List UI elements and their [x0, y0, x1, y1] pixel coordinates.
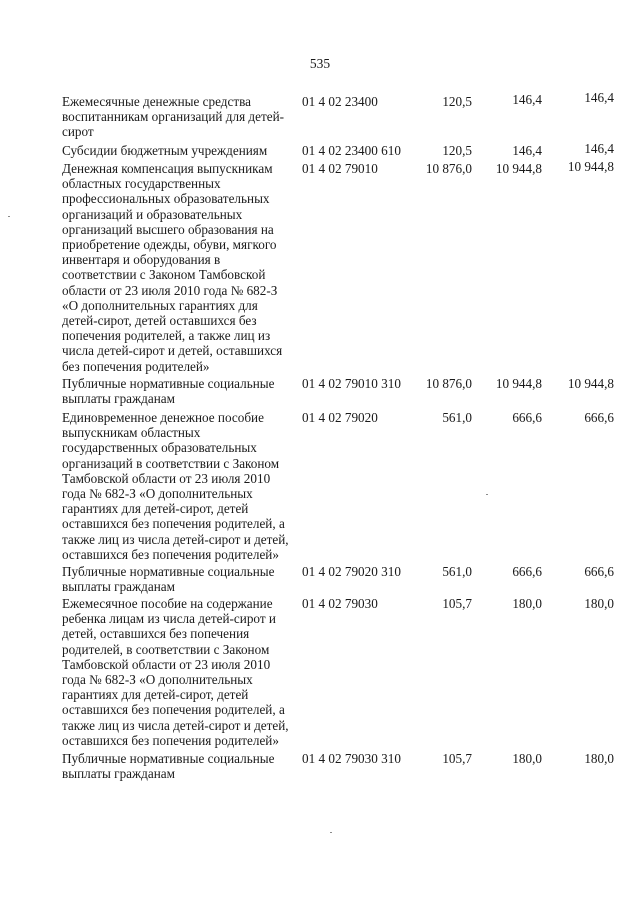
- row-value-3: 180,0: [584, 751, 614, 766]
- row-value-2: 146,4: [512, 143, 542, 158]
- row-code: 01 4 02 79030: [302, 596, 378, 611]
- page-number: 535: [309, 56, 331, 71]
- row-name: Ежемесячное пособие на содержание ребенка лицам из числа детей-сирот и детей, оставшихся без попечения родителей, в соответствии с Законом Тамбовской области от 23 июля 2010 года № 682-З «О дополнительных гарантиях для детей-сирот, детей оставшихся без попечения родителей, а также лиц из числа детей-сирот и детей, оставшихся без попечения родителей»: [62, 596, 289, 748]
- row-value-3: 666,6: [584, 564, 614, 579]
- row-name: Денежная компенсация выпускникам областных государственных профессиональных образовательных организаций и образовательных организаций высшего образования на приобретение одежды, обуви, мягкого инвентаря и оборудования в соответствии с Законом Тамбовской области от 23 июля 2010 года № 682-З «О дополнительных гарантиях для детей-сирот, детей оставшихся без попечения родителей, а также лиц из числа детей-сирот и детей, оставшихся без попечения родителей»: [62, 161, 283, 374]
- row-value-2: 10 944,8: [495, 376, 542, 391]
- row-code: 01 4 02 79010: [302, 161, 378, 176]
- row-value-1: 120,5: [442, 143, 472, 158]
- row-code: 01 4 02 79020 310: [302, 564, 401, 579]
- row-name: Публичные нормативные социальные выплаты гражданам: [62, 564, 275, 595]
- row-value-1: 10 876,0: [425, 161, 472, 176]
- row-name: Субсидии бюджетным учреждениям: [62, 143, 268, 158]
- row-code: 01 4 02 23400: [302, 94, 378, 109]
- row-value-2: 666,6: [512, 410, 542, 425]
- row-name: Единовременное денежное пособие выпускникам областных государственных образовательных организаций в соответствии с Законом Тамбовской области от 23 июля 2010 года № 682-З «О дополнительных гарантиях для детей-сирот, детей оставшихся без попечения родителей, а также лиц из числа детей-сирот и детей, оставшихся без попечения родителей»: [62, 410, 289, 562]
- scan-speck: [8, 216, 10, 217]
- row-name: Ежемесячные денежные средства воспитанникам организаций для детей-сирот: [62, 94, 285, 140]
- row-value-1: 561,0: [442, 564, 472, 579]
- row-value-2: 180,0: [512, 751, 542, 766]
- scan-speck: [486, 494, 488, 495]
- row-value-2: 180,0: [512, 596, 542, 611]
- row-value-3: 10 944,8: [567, 376, 614, 391]
- row-code: 01 4 02 23400 610: [302, 143, 401, 158]
- row-code: 01 4 02 79030 310: [302, 751, 401, 766]
- row-value-2: 146,4: [512, 92, 542, 107]
- row-code: 01 4 02 79020: [302, 410, 378, 425]
- row-value-1: 105,7: [442, 596, 472, 611]
- row-value-3: 10 944,8: [567, 159, 614, 174]
- row-name: Публичные нормативные социальные выплаты гражданам: [62, 376, 275, 407]
- row-name: Публичные нормативные социальные выплаты гражданам: [62, 751, 275, 782]
- row-value-3: 146,4: [584, 90, 614, 105]
- row-value-2: 666,6: [512, 564, 542, 579]
- row-value-3: 666,6: [584, 410, 614, 425]
- row-value-1: 561,0: [442, 410, 472, 425]
- row-code: 01 4 02 79010 310: [302, 376, 401, 391]
- row-value-3: 146,4: [584, 141, 614, 156]
- scan-speck: [330, 832, 332, 833]
- row-value-1: 120,5: [442, 94, 472, 109]
- row-value-2: 10 944,8: [495, 161, 542, 176]
- row-value-1: 105,7: [442, 751, 472, 766]
- row-value-3: 180,0: [584, 596, 614, 611]
- row-value-1: 10 876,0: [425, 376, 472, 391]
